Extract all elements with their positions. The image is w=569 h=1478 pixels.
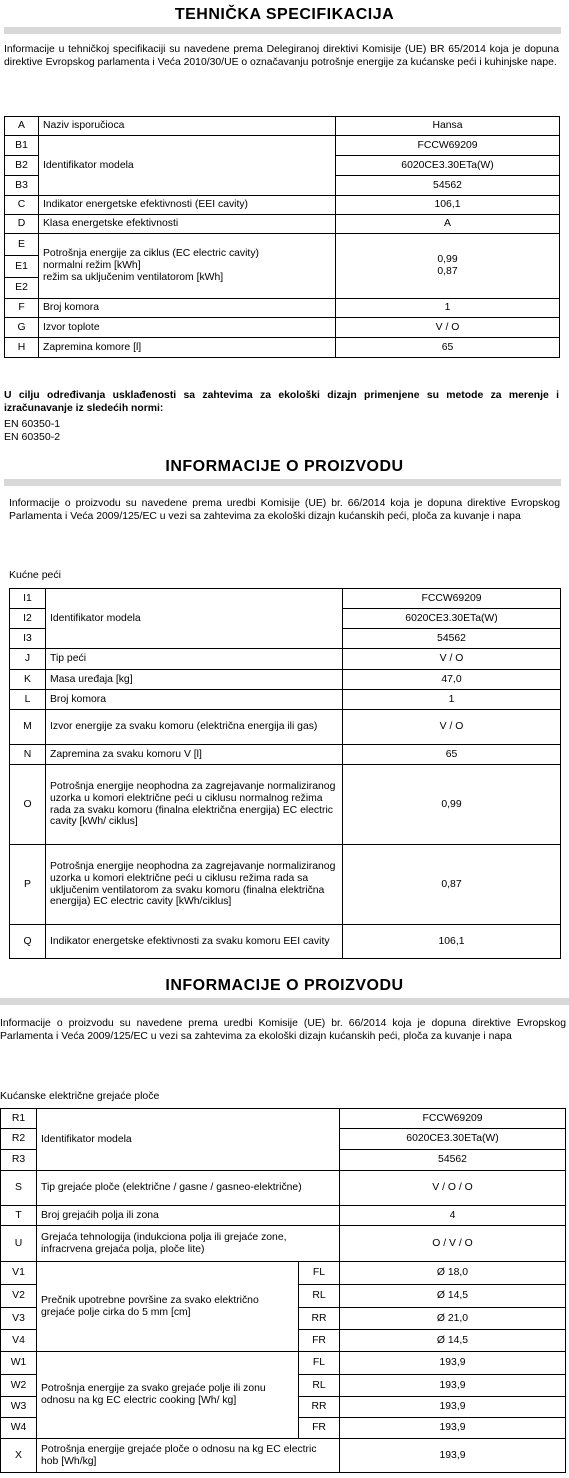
row-code: V4: [1, 1330, 37, 1352]
row-value: 193,9: [340, 1418, 566, 1439]
row-code: Q: [10, 925, 46, 959]
row-value: Ø 21,0: [340, 1308, 566, 1330]
technical-spec-table: [4, 116, 560, 358]
row-code: C: [5, 196, 39, 215]
table-row: [10, 690, 561, 710]
row-label: Potrošnja energije neophodna za zagrejavanje normaliziranog uzorka u komori električne peći u ciklusu režima rada sa uključenim ventilatorom za svaku komoru (finalna električna energija) EC electric cavity [kWh/ciklus]: [46, 845, 343, 925]
section2-caption: Kućne peći: [9, 569, 61, 581]
zone-position: FL: [299, 1262, 340, 1285]
section3-caption: Kućanske električne grejaće ploče: [0, 1090, 160, 1102]
row-code: I2: [10, 609, 46, 629]
row-label: Indikator energetske efektivnosti (EEI cavity): [39, 196, 336, 215]
norm-en-60350-1: EN 60350-1: [4, 418, 61, 430]
row-value: V / O / O: [340, 1171, 566, 1206]
zone-position: FR: [299, 1418, 340, 1439]
section1-intro: Informacije u tehničkoj specifikaciji su navedene prema Delegiranoj direktivi Komisije (UE) BR 65/2014 koja je dopuna direktive Evropskog parlamenta i Veća 2010/30/UE o označavanju potrošnje energije za kućanske peći i kuhinjske nape.: [4, 44, 559, 68]
row-code: A: [5, 117, 39, 136]
row-code: W3: [1, 1397, 37, 1418]
table-row: [10, 670, 561, 690]
row-value: 193,9: [340, 1352, 566, 1375]
row-value: 6020CE3.30ETa(W): [336, 156, 560, 176]
row-value: FCCW69209: [336, 136, 560, 156]
row-code: R2: [1, 1129, 37, 1150]
row-code: I3: [10, 629, 46, 649]
row-code: E2: [5, 278, 39, 299]
row-value: A: [336, 215, 560, 234]
table-row: [10, 589, 561, 609]
row-label: Tip grejaće ploče (električne / gasne / gasneo-električne): [37, 1171, 340, 1206]
row-label: Naziv isporučioca: [39, 117, 336, 136]
row-value: 54562: [336, 176, 560, 196]
row-code: R3: [1, 1150, 37, 1171]
row-code: V3: [1, 1308, 37, 1330]
row-label: Indikator energetske efektivnosti za svaku komoru EEI cavity: [46, 925, 343, 959]
energy-label: Potrošnja energije za ciklus (EC electric cavity): [43, 248, 259, 260]
section2-divider: [4, 479, 561, 486]
row-label: Potrošnja energije neophodna za zagrejavanje normaliziranog uzorka u komori električne peći u ciklusu normalnog režima rada za svaku komoru (finalna električna energija) EC electric cavity [kWh/ ciklus]: [46, 765, 343, 845]
row-value: 6020CE3.30ETa(W): [340, 1129, 566, 1150]
row-code: U: [1, 1226, 37, 1262]
row-code: J: [10, 649, 46, 670]
table-row: [5, 136, 560, 156]
table-row: [5, 117, 560, 136]
row-label: Zapremina komore [l]: [39, 338, 336, 358]
row-label: Broj grejaćih polja ili zona: [37, 1206, 340, 1226]
table-row: [5, 299, 560, 318]
row-value: 1: [343, 690, 561, 710]
table-row: [5, 338, 560, 358]
row-label: Identifikator modela: [37, 1109, 340, 1171]
row-value: Hansa: [336, 117, 560, 136]
norms-statement: U cilju određivanja usklađenosti sa zahtevima za ekološki dizajn primenjene su metode za merenje i izračunavanje iz sledećih normi:: [4, 390, 559, 414]
table-row: [10, 925, 561, 959]
section1-divider: [4, 27, 561, 34]
row-value: 0,87: [343, 845, 561, 925]
row-value: FCCW69209: [340, 1109, 566, 1129]
row-value: 4: [340, 1206, 566, 1226]
row-value: 6020CE3.30ETa(W): [343, 609, 561, 629]
row-label-energy: [39, 234, 336, 299]
row-value: FCCW69209: [343, 589, 561, 609]
row-value: 106,1: [336, 196, 560, 215]
table-row: [1, 1352, 566, 1375]
section2-intro: Informacije o proizvodu su navedene prema uredbi Komisije (UE) br. 66/2014 koja je dopuna direktive Evropskog Parlamenta i Veća 2009/125/EC u vezi sa zahtevima za ekološki dizajn kućanskih peći, ploča za kuvanje i napa: [9, 498, 560, 522]
row-label: Grejaća tehnologija (indukciona polja ili grejaće zone, infracrvena grejaća polja, ploče lite): [37, 1226, 340, 1262]
row-code: F: [5, 299, 39, 318]
row-code: W4: [1, 1418, 37, 1439]
row-value: 65: [343, 745, 561, 765]
row-label: Tip peći: [46, 649, 343, 670]
row-code: M: [10, 710, 46, 745]
table-row: [10, 710, 561, 745]
row-code: V2: [1, 1285, 37, 1308]
section3-intro: Informacije o proizvodu su navedene prema uredbi Komisije (UE) br. 66/2014 koja je dopuna direktive Evropskog Parlamenta i Veća 2009/125/EC u vezi sa zahtevima za ekološki dizajn kućanskih peći, ploča za kuvanje i napa: [0, 1018, 566, 1042]
row-value: 193,9: [340, 1397, 566, 1418]
row-code: B1: [5, 136, 39, 156]
table-row: [5, 234, 560, 256]
table-row: [10, 745, 561, 765]
row-code: G: [5, 318, 39, 338]
row-value: 193,9: [340, 1375, 566, 1397]
row-label: Potrošnja energije za svako grejaće polje ili zonu odnosu na kg EC electric cooking [Wh/ kg]: [37, 1352, 299, 1439]
row-code: E1: [5, 256, 39, 278]
row-code: B3: [5, 176, 39, 196]
zone-position: FL: [299, 1352, 340, 1375]
row-label: Masa uređaja [kg]: [46, 670, 343, 690]
row-label: Identifikator modela: [46, 589, 343, 649]
row-code: S: [1, 1171, 37, 1206]
table-row: [1, 1439, 566, 1473]
row-value: 54562: [343, 629, 561, 649]
row-code: P: [10, 845, 46, 925]
row-value: 193,9: [340, 1439, 566, 1473]
energy-fan-value: 0,87: [437, 266, 458, 277]
table-row: [1, 1171, 566, 1206]
energy-normal-label: normalni režim [kWh]: [43, 260, 141, 272]
row-value: Ø 14,5: [340, 1330, 566, 1352]
row-code: W2: [1, 1375, 37, 1397]
row-label: Identifikator modela: [39, 136, 336, 196]
zone-position: RL: [299, 1285, 340, 1308]
energy-fan-label: režim sa uključenim ventilatorom [kWh]: [43, 271, 224, 283]
row-label: Prečnik upotrebne površine za svako električno grejaće polje cirka do 5 mm [cm]: [37, 1262, 299, 1352]
row-value: 47,0: [343, 670, 561, 690]
table-row: [1, 1206, 566, 1226]
table-row: [5, 318, 560, 338]
table-row: [10, 845, 561, 925]
row-code: R1: [1, 1109, 37, 1129]
zone-position: RR: [299, 1308, 340, 1330]
section3-title: INFORMACIJE O PROIZVODU: [165, 977, 404, 994]
section1-title: TEHNIČKA SPECIFIKACIJA: [174, 6, 395, 23]
row-label: Broj komora: [39, 299, 336, 318]
row-code: V1: [1, 1262, 37, 1285]
row-value: V / O: [343, 710, 561, 745]
table-row: [1, 1109, 566, 1129]
energy-normal-value: 0,99: [437, 254, 458, 266]
row-code: T: [1, 1206, 37, 1226]
row-code: H: [5, 338, 39, 358]
table-row: [1, 1226, 566, 1262]
row-value: 106,1: [343, 925, 561, 959]
norm-en-60350-2: EN 60350-2: [4, 431, 61, 443]
row-value: V / O: [343, 649, 561, 670]
table-row: [10, 765, 561, 845]
row-label: Klasa energetske efektivnosti: [39, 215, 336, 234]
row-value: V / O: [336, 318, 560, 338]
row-label: Potrošnja energije grejaće ploče o odnosu na kg EC electric hob [Wh/kg]: [37, 1439, 340, 1473]
zone-position: FR: [299, 1330, 340, 1352]
row-value: 1: [336, 299, 560, 318]
row-value-energy: [336, 234, 560, 299]
row-code: K: [10, 670, 46, 690]
section2-title: INFORMACIJE O PROIZVODU: [165, 458, 404, 475]
zone-position: RR: [299, 1397, 340, 1418]
row-value: O / V / O: [340, 1226, 566, 1262]
row-code: E: [5, 234, 39, 256]
table-row: [5, 215, 560, 234]
table-row: [1, 1262, 566, 1285]
row-code: B2: [5, 156, 39, 176]
section3-divider: [0, 998, 569, 1005]
table-row: [5, 196, 560, 215]
row-code: W1: [1, 1352, 37, 1375]
row-label: Izvor energije za svaku komoru (električna energija ili gas): [46, 710, 343, 745]
table-row: [10, 649, 561, 670]
row-value: 54562: [340, 1150, 566, 1171]
row-value: 0,99: [343, 765, 561, 845]
row-label: Izvor toplote: [39, 318, 336, 338]
row-code: X: [1, 1439, 37, 1473]
row-label: Zapremina za svaku komoru V [l]: [46, 745, 343, 765]
row-code: D: [5, 215, 39, 234]
row-value: 65: [336, 338, 560, 358]
row-label: Broj komora: [46, 690, 343, 710]
row-value: Ø 14,5: [340, 1285, 566, 1308]
row-code: N: [10, 745, 46, 765]
hobs-table: [0, 1108, 566, 1473]
zone-position: RL: [299, 1375, 340, 1397]
row-value: Ø 18,0: [340, 1262, 566, 1285]
row-code: O: [10, 765, 46, 845]
row-code: I1: [10, 589, 46, 609]
row-code: L: [10, 690, 46, 710]
ovens-table: [9, 588, 561, 959]
